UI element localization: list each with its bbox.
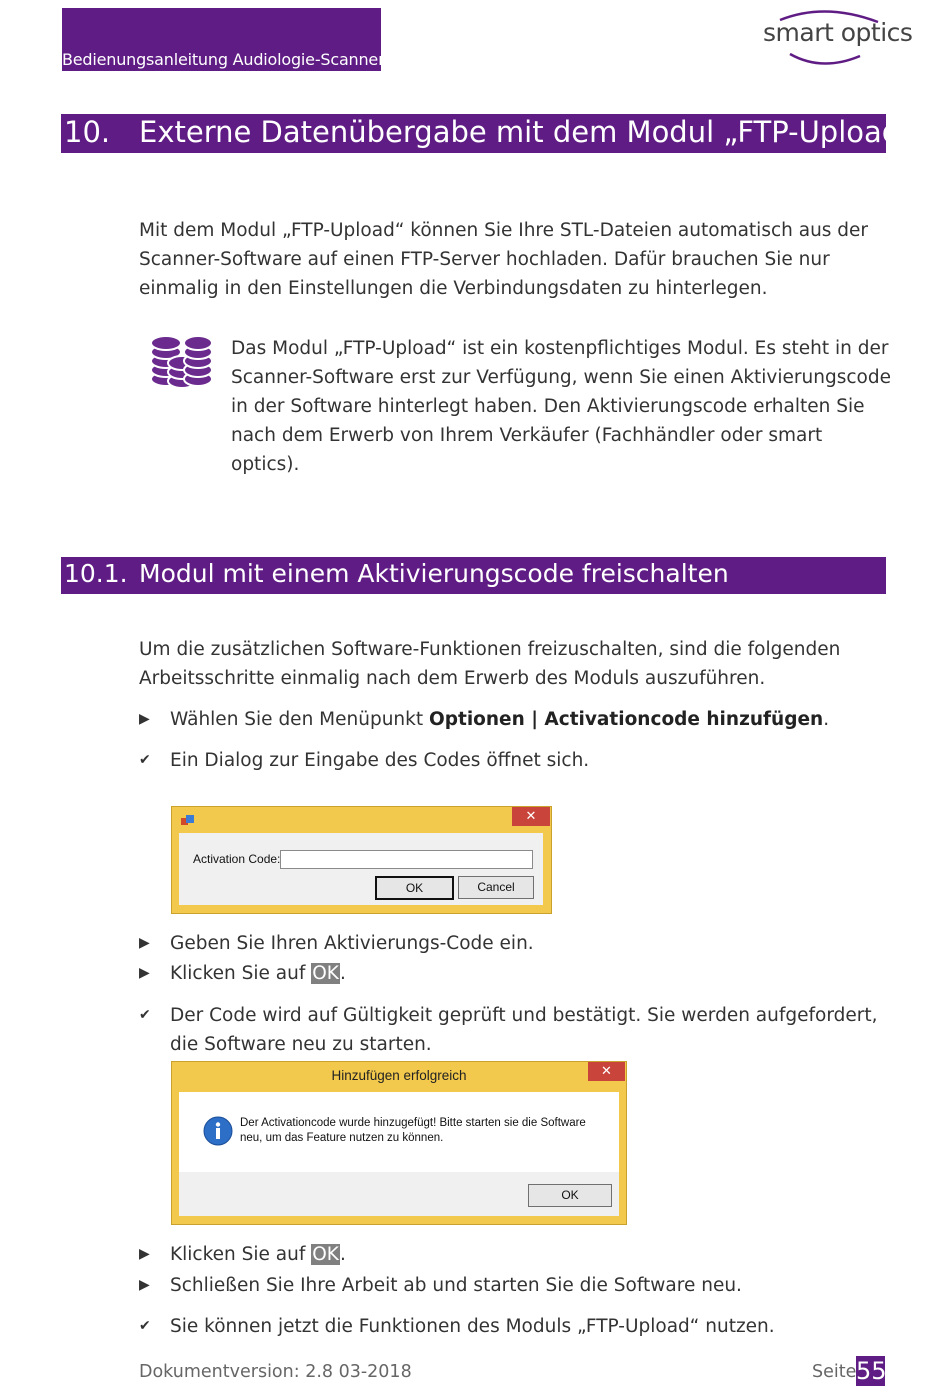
success-dialog bbox=[171, 1061, 627, 1225]
punctuation: . bbox=[823, 709, 830, 730]
dialog-body bbox=[179, 833, 543, 905]
dialog-body bbox=[179, 1092, 619, 1216]
result-text: Sie können jetzt die Funktionen des Moduls „FTP-Upload“ nutzen. bbox=[170, 1316, 775, 1337]
arrow-icon: ▶ bbox=[139, 965, 150, 981]
step-text: Geben Sie Ihren Aktivierungs-Code ein. bbox=[170, 933, 534, 954]
cancel-button[interactable]: Cancel bbox=[458, 876, 534, 899]
check-icon: ✔ bbox=[139, 1318, 151, 1334]
result-text: Der Code wird auf Gültigkeit geprüft und bestätigt. Sie werden aufgefordert, die Software neu zu starten. bbox=[170, 1005, 878, 1055]
note-text: Das Modul „FTP-Upload“ ist ein kostenpflichtiges Modul. Es steht in der Scanner-Software erst zur Verfügung, wenn Sie einen Aktivierungscode in der Software hinterlegt haben. Den Aktivierungscode erhalten Sie nach dem Erwerb von Ihrem Verkäufer (Fachhändler oder smart optics). bbox=[231, 338, 891, 475]
activation-code-label: Activation Code: bbox=[193, 852, 281, 866]
ok-button[interactable]: OK bbox=[528, 1184, 612, 1207]
check-icon: ✔ bbox=[139, 752, 151, 768]
activation-dialog bbox=[171, 806, 552, 914]
page-label: Seite bbox=[812, 1362, 857, 1382]
step-text: Schließen Sie Ihre Arbeit ab und starten Sie die Software neu. bbox=[170, 1275, 742, 1296]
coins-icon bbox=[148, 335, 214, 391]
logo: smart optics bbox=[763, 18, 913, 47]
punctuation: . bbox=[339, 1244, 346, 1265]
step-text: Klicken Sie auf bbox=[170, 963, 312, 984]
subsection-intro: Um die zusätzlichen Software-Funktionen freizuschalten, sind die folgenden Arbeitsschritte einmalig nach dem Erwerb des Moduls auszuführen. bbox=[139, 639, 841, 689]
section-intro: Mit dem Modul „FTP-Upload“ können Sie Ihre STL-Dateien automatisch aus der Scanner-Software auf einen FTP-Server hochladen. Dafür brauchen Sie nur einmalig in den Einstellungen die Verbindungsdaten zu hinterlegen. bbox=[139, 220, 869, 299]
activation-code-input[interactable] bbox=[280, 850, 533, 869]
check-icon: ✔ bbox=[139, 1007, 151, 1023]
app-icon bbox=[181, 814, 195, 827]
arrow-icon: ▶ bbox=[139, 935, 150, 951]
page-number: 55 bbox=[856, 1357, 887, 1385]
document-version: Dokumentversion: 2.8 03-2018 bbox=[139, 1362, 412, 1382]
ok-badge: OK bbox=[312, 963, 339, 984]
close-button[interactable]: ✕ bbox=[588, 1062, 625, 1081]
section-number: 10. bbox=[64, 115, 111, 149]
document-title: Bedienungsanleitung Audiologie-Scanner bbox=[62, 50, 385, 69]
menu-path: Optionen | Activationcode hinzufügen bbox=[429, 709, 824, 730]
dialog-title: Hinzufügen erfolgreich bbox=[331, 1068, 467, 1083]
step-text: Klicken Sie auf bbox=[170, 1244, 312, 1265]
step-text: Wählen Sie den Menüpunkt bbox=[170, 709, 430, 730]
close-button[interactable]: ✕ bbox=[512, 807, 550, 826]
result-text: Ein Dialog zur Eingabe des Codes öffnet sich. bbox=[170, 750, 590, 771]
ok-button[interactable]: OK bbox=[375, 876, 454, 900]
ok-badge: OK bbox=[312, 1244, 339, 1265]
subsection-title: Modul mit einem Aktivierungscode freischalten bbox=[139, 559, 729, 588]
subsection-heading bbox=[61, 557, 886, 594]
arrow-icon: ▶ bbox=[139, 1277, 150, 1293]
section-title: Externe Datenübergabe mit dem Modul „FTP-Upload“ bbox=[139, 115, 916, 149]
arrow-icon: ▶ bbox=[139, 1246, 150, 1262]
dialog-message: Der Activationcode wurde hinzugefügt! Bitte starten sie die Software neu, um das Feature nutzen zu können. bbox=[240, 1117, 586, 1144]
subsection-number: 10.1. bbox=[64, 559, 128, 588]
section-heading bbox=[61, 114, 916, 153]
punctuation: . bbox=[339, 963, 346, 984]
info-icon bbox=[203, 1116, 233, 1146]
arrow-icon: ▶ bbox=[139, 711, 150, 727]
